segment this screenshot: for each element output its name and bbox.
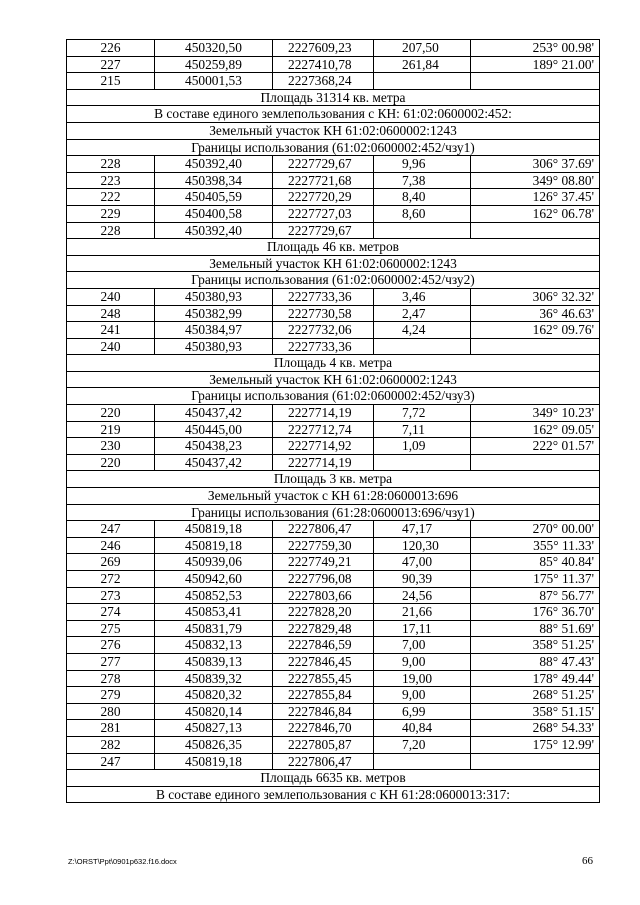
y-coordinate-cell: 2227720,29	[273, 189, 374, 206]
point-number-cell: 215	[67, 73, 155, 90]
x-coordinate-cell: 450437,42	[155, 454, 273, 471]
point-number-cell: 278	[67, 670, 155, 687]
x-coordinate-cell: 450392,40	[155, 222, 273, 239]
point-number-cell: 274	[67, 604, 155, 621]
section-heading-row	[67, 770, 600, 787]
bearing-cell: 268° 51.25'	[471, 687, 600, 704]
table-row	[67, 554, 600, 571]
table-row	[67, 687, 600, 704]
section-heading-cell: Площадь 4 кв. метра	[67, 355, 600, 372]
distance-cell: 47,17	[374, 521, 471, 538]
section-heading-cell: Границы использования (61:02:0600002:452/чзу3)	[67, 388, 600, 405]
table-row	[67, 288, 600, 305]
x-coordinate-cell: 450819,18	[155, 521, 273, 538]
table-row	[67, 653, 600, 670]
distance-cell: 8,60	[374, 205, 471, 222]
x-coordinate-cell: 450392,40	[155, 156, 273, 173]
x-coordinate-cell: 450831,79	[155, 620, 273, 637]
bearing-cell	[471, 753, 600, 770]
table-row	[67, 156, 600, 173]
distance-cell: 17,11	[374, 620, 471, 637]
x-coordinate-cell: 450939,06	[155, 554, 273, 571]
y-coordinate-cell: 2227368,24	[273, 73, 374, 90]
bearing-cell: 126° 37.45'	[471, 189, 600, 206]
table-row	[67, 720, 600, 737]
point-number-cell: 228	[67, 156, 155, 173]
distance-cell: 3,46	[374, 288, 471, 305]
point-number-cell: 281	[67, 720, 155, 737]
y-coordinate-cell: 2227855,84	[273, 687, 374, 704]
x-coordinate-cell: 450400,58	[155, 205, 273, 222]
distance-cell: 24,56	[374, 587, 471, 604]
bearing-cell: 176° 36.70'	[471, 604, 600, 621]
table-row	[67, 189, 600, 206]
point-number-cell: 228	[67, 222, 155, 239]
bearing-cell: 349° 10.23'	[471, 405, 600, 422]
section-heading-row	[67, 471, 600, 488]
table-row	[67, 305, 600, 322]
distance-cell: 47,00	[374, 554, 471, 571]
table-row	[67, 604, 600, 621]
y-coordinate-cell: 2227855,45	[273, 670, 374, 687]
x-coordinate-cell: 450820,14	[155, 703, 273, 720]
distance-cell: 21,66	[374, 604, 471, 621]
distance-cell: 9,96	[374, 156, 471, 173]
section-heading-cell: В составе единого землепользования с КН: 61:02:0600002:452:	[67, 106, 600, 123]
point-number-cell: 269	[67, 554, 155, 571]
y-coordinate-cell: 2227410,78	[273, 56, 374, 73]
table-row	[67, 172, 600, 189]
point-number-cell: 220	[67, 454, 155, 471]
x-coordinate-cell: 450380,93	[155, 338, 273, 355]
x-coordinate-cell: 450826,35	[155, 736, 273, 753]
point-number-cell: 275	[67, 620, 155, 637]
x-coordinate-cell: 450259,89	[155, 56, 273, 73]
point-number-cell: 282	[67, 736, 155, 753]
section-heading-row	[67, 504, 600, 521]
distance-cell: 9,00	[374, 653, 471, 670]
section-heading-cell: Площадь 31314 кв. метра	[67, 89, 600, 106]
point-number-cell: 276	[67, 637, 155, 654]
x-coordinate-cell: 450398,34	[155, 172, 273, 189]
section-heading-row	[67, 272, 600, 289]
distance-cell: 261,84	[374, 56, 471, 73]
section-heading-row	[67, 239, 600, 256]
point-number-cell: 277	[67, 653, 155, 670]
section-heading-row	[67, 371, 600, 388]
point-number-cell: 227	[67, 56, 155, 73]
distance-cell: 2,47	[374, 305, 471, 322]
x-coordinate-cell: 450852,53	[155, 587, 273, 604]
x-coordinate-cell: 450405,59	[155, 189, 273, 206]
point-number-cell: 272	[67, 571, 155, 588]
y-coordinate-cell: 2227846,84	[273, 703, 374, 720]
distance-cell: 8,40	[374, 189, 471, 206]
table-row	[67, 56, 600, 73]
bearing-cell: 178° 49.44'	[471, 670, 600, 687]
y-coordinate-cell: 2227733,36	[273, 288, 374, 305]
table-row	[67, 438, 600, 455]
section-heading-cell: Площадь 3 кв. метра	[67, 471, 600, 488]
y-coordinate-cell: 2227714,19	[273, 454, 374, 471]
point-number-cell: 220	[67, 405, 155, 422]
table-row	[67, 620, 600, 637]
table-row	[67, 405, 600, 422]
bearing-cell	[471, 338, 600, 355]
section-heading-row	[67, 786, 600, 803]
bearing-cell: 306° 37.69'	[471, 156, 600, 173]
table-row	[67, 571, 600, 588]
x-coordinate-cell: 450827,13	[155, 720, 273, 737]
y-coordinate-cell: 2227805,87	[273, 736, 374, 753]
section-heading-row	[67, 139, 600, 156]
table-row	[67, 753, 600, 770]
page-number: 66	[582, 855, 593, 867]
point-number-cell: 280	[67, 703, 155, 720]
y-coordinate-cell: 2227846,45	[273, 653, 374, 670]
point-number-cell: 246	[67, 537, 155, 554]
x-coordinate-cell: 450380,93	[155, 288, 273, 305]
x-coordinate-cell: 450819,18	[155, 753, 273, 770]
bearing-cell: 162° 09.76'	[471, 322, 600, 339]
point-number-cell: 222	[67, 189, 155, 206]
x-coordinate-cell: 450320,50	[155, 40, 273, 57]
table-row	[67, 521, 600, 538]
section-heading-cell: Земельный участок с КН 61:28:0600013:696	[67, 488, 600, 505]
y-coordinate-cell: 2227714,92	[273, 438, 374, 455]
point-number-cell: 229	[67, 205, 155, 222]
section-heading-cell: Площадь 46 кв. метров	[67, 239, 600, 256]
y-coordinate-cell: 2227796,08	[273, 571, 374, 588]
bearing-cell: 162° 09.05'	[471, 421, 600, 438]
bearing-cell	[471, 73, 600, 90]
point-number-cell: 241	[67, 322, 155, 339]
table-row	[67, 40, 600, 57]
point-number-cell: 240	[67, 288, 155, 305]
table-row	[67, 338, 600, 355]
distance-cell: 207,50	[374, 40, 471, 57]
table-row	[67, 736, 600, 753]
distance-cell	[374, 222, 471, 239]
table-row	[67, 703, 600, 720]
point-number-cell: 279	[67, 687, 155, 704]
table-row	[67, 587, 600, 604]
bearing-cell: 88° 47.43'	[471, 653, 600, 670]
y-coordinate-cell: 2227749,21	[273, 554, 374, 571]
bearing-cell: 87° 56.77'	[471, 587, 600, 604]
distance-cell: 19,00	[374, 670, 471, 687]
y-coordinate-cell: 2227609,23	[273, 40, 374, 57]
y-coordinate-cell: 2227730,58	[273, 305, 374, 322]
table-row	[67, 205, 600, 222]
distance-cell	[374, 73, 471, 90]
section-heading-row	[67, 255, 600, 272]
x-coordinate-cell: 450942,60	[155, 571, 273, 588]
bearing-cell: 355° 11.33'	[471, 537, 600, 554]
point-number-cell: 219	[67, 421, 155, 438]
x-coordinate-cell: 450001,53	[155, 73, 273, 90]
y-coordinate-cell: 2227712,74	[273, 421, 374, 438]
bearing-cell: 175° 12.99'	[471, 736, 600, 753]
bearing-cell: 88° 51.69'	[471, 620, 600, 637]
y-coordinate-cell: 2227732,06	[273, 322, 374, 339]
y-coordinate-cell: 2227759,30	[273, 537, 374, 554]
point-number-cell: 248	[67, 305, 155, 322]
distance-cell: 1,09	[374, 438, 471, 455]
x-coordinate-cell: 450839,13	[155, 653, 273, 670]
section-heading-cell: Земельный участок КН 61:02:0600002:1243	[67, 122, 600, 139]
distance-cell: 7,38	[374, 172, 471, 189]
table-row	[67, 322, 600, 339]
bearing-cell: 222° 01.57'	[471, 438, 600, 455]
table-row	[67, 454, 600, 471]
table-row	[67, 537, 600, 554]
point-number-cell: 223	[67, 172, 155, 189]
y-coordinate-cell: 2227806,47	[273, 753, 374, 770]
y-coordinate-cell: 2227714,19	[273, 405, 374, 422]
x-coordinate-cell: 450437,42	[155, 405, 273, 422]
y-coordinate-cell: 2227806,47	[273, 521, 374, 538]
y-coordinate-cell: 2227727,03	[273, 205, 374, 222]
bearing-cell: 306° 32.32'	[471, 288, 600, 305]
bearing-cell: 253° 00.98'	[471, 40, 600, 57]
footer-file-path: Z:\ORST\Ppt\0901p632.f16.docx	[68, 857, 177, 866]
section-heading-cell: Площадь 6635 кв. метров	[67, 770, 600, 787]
section-heading-cell: Границы использования (61:02:0600002:452/чзу1)	[67, 139, 600, 156]
distance-cell	[374, 338, 471, 355]
bearing-cell: 36° 46.63'	[471, 305, 600, 322]
x-coordinate-cell: 450384,97	[155, 322, 273, 339]
section-heading-cell: Земельный участок КН 61:02:0600002:1243	[67, 371, 600, 388]
section-heading-row	[67, 488, 600, 505]
distance-cell: 7,20	[374, 736, 471, 753]
section-heading-cell: Границы использования (61:02:0600002:452/чзу2)	[67, 272, 600, 289]
y-coordinate-cell: 2227729,67	[273, 222, 374, 239]
distance-cell	[374, 454, 471, 471]
table-row	[67, 670, 600, 687]
point-number-cell: 230	[67, 438, 155, 455]
bearing-cell: 189° 21.00'	[471, 56, 600, 73]
bearing-cell	[471, 222, 600, 239]
x-coordinate-cell: 450382,99	[155, 305, 273, 322]
section-heading-row	[67, 388, 600, 405]
distance-cell: 40,84	[374, 720, 471, 737]
distance-cell: 120,30	[374, 537, 471, 554]
bearing-cell: 268° 54.33'	[471, 720, 600, 737]
y-coordinate-cell: 2227729,67	[273, 156, 374, 173]
point-number-cell: 226	[67, 40, 155, 57]
bearing-cell: 270° 00.00'	[471, 521, 600, 538]
distance-cell: 90,39	[374, 571, 471, 588]
x-coordinate-cell: 450819,18	[155, 537, 273, 554]
y-coordinate-cell: 2227803,66	[273, 587, 374, 604]
point-number-cell: 273	[67, 587, 155, 604]
section-heading-cell: В составе единого землепользования с КН 61:28:0600013:317:	[67, 786, 600, 803]
section-heading-cell: Границы использования (61:28:0600013:696/чзу1)	[67, 504, 600, 521]
point-number-cell: 240	[67, 338, 155, 355]
y-coordinate-cell: 2227721,68	[273, 172, 374, 189]
section-heading-row	[67, 89, 600, 106]
distance-cell: 7,11	[374, 421, 471, 438]
y-coordinate-cell: 2227828,20	[273, 604, 374, 621]
x-coordinate-cell: 450853,41	[155, 604, 273, 621]
bearing-cell: 358° 51.15'	[471, 703, 600, 720]
distance-cell: 6,99	[374, 703, 471, 720]
point-number-cell: 247	[67, 753, 155, 770]
point-number-cell: 247	[67, 521, 155, 538]
distance-cell: 9,00	[374, 687, 471, 704]
y-coordinate-cell: 2227846,59	[273, 637, 374, 654]
table-row	[67, 421, 600, 438]
x-coordinate-cell: 450839,32	[155, 670, 273, 687]
distance-cell	[374, 753, 471, 770]
bearing-cell: 175° 11.37'	[471, 571, 600, 588]
section-heading-row	[67, 122, 600, 139]
y-coordinate-cell: 2227733,36	[273, 338, 374, 355]
distance-cell: 4,24	[374, 322, 471, 339]
section-heading-row	[67, 106, 600, 123]
bearing-cell: 349° 08.80'	[471, 172, 600, 189]
table-row	[67, 637, 600, 654]
distance-cell: 7,72	[374, 405, 471, 422]
section-heading-cell: Земельный участок КН 61:02:0600002:1243	[67, 255, 600, 272]
y-coordinate-cell: 2227846,70	[273, 720, 374, 737]
y-coordinate-cell: 2227829,48	[273, 620, 374, 637]
table-row	[67, 222, 600, 239]
bearing-cell	[471, 454, 600, 471]
distance-cell: 7,00	[374, 637, 471, 654]
bearing-cell: 162° 06.78'	[471, 205, 600, 222]
bearing-cell: 85° 40.84'	[471, 554, 600, 571]
x-coordinate-cell: 450820,32	[155, 687, 273, 704]
bearing-cell: 358° 51.25'	[471, 637, 600, 654]
x-coordinate-cell: 450832,13	[155, 637, 273, 654]
coordinates-table	[66, 39, 600, 803]
x-coordinate-cell: 450445,00	[155, 421, 273, 438]
coordinates-table-body	[67, 40, 600, 803]
section-heading-row	[67, 355, 600, 372]
table-row	[67, 73, 600, 90]
x-coordinate-cell: 450438,23	[155, 438, 273, 455]
